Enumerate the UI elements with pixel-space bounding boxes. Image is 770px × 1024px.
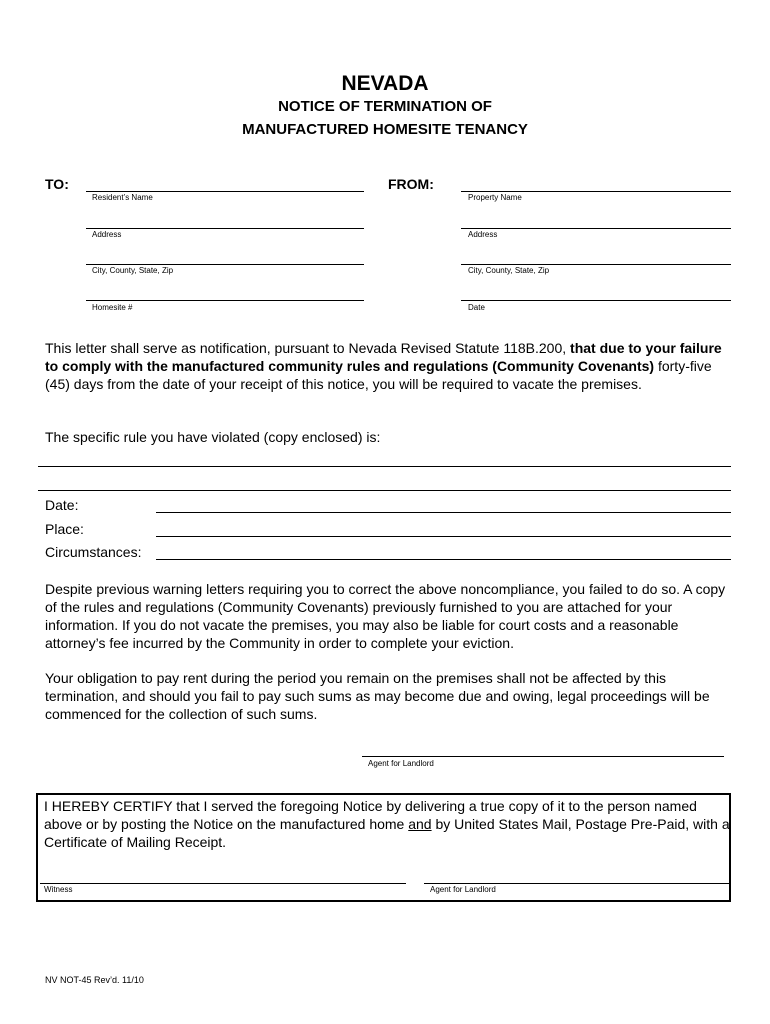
certification-text-a: I HEREBY CERTIFY that I served the foregoing Notice by delivering a true copy of it to the person named above or by posting the Notice on the manufactured home [44,798,697,832]
witness-signature-line[interactable] [40,883,406,884]
document-subtitle-line1: NOTICE OF TERMINATION OF [278,98,492,115]
homesite-caption: Homesite # [92,303,133,312]
notice-date-line[interactable] [461,300,731,301]
rule-prompt: The specific rule you have violated (copy enclosed) is: [45,429,381,445]
place-line[interactable] [156,536,731,537]
resident-name-caption: Resident’s Name [92,193,153,202]
document-subtitle-line2: MANUFACTURED HOMESITE TENANCY [242,121,528,138]
cert-agent-signature-line[interactable] [424,883,729,884]
agent-signature-line[interactable] [362,756,724,757]
form-revision-footer: NV NOT-45 Rev’d. 11/10 [45,975,144,985]
notice-date-caption: Date [468,303,485,312]
certification-text-b: by United States Mail, Postage Pre-Paid, with a Certificate of Mailing Receipt. [44,816,730,850]
certification-text-and: and [408,816,432,832]
to-label: TO: [45,176,69,192]
circumstances-line[interactable] [156,559,731,560]
circumstances-label: Circumstances: [45,544,142,560]
property-address-caption: Address [468,230,498,239]
property-name-caption: Property Name [468,193,522,202]
cert-agent-caption: Agent for Landlord [430,885,496,894]
resident-city-line[interactable] [86,264,364,265]
property-name-line[interactable] [461,191,731,192]
property-city-line[interactable] [461,264,731,265]
rent-obligation-paragraph: Your obligation to pay rent during the period you remain on the premises shall not be affected by this termination, and should you fail to pay such sums as may become due and owing, legal proceedings will be commenced for the collection of such sums. [45,670,710,722]
notification-paragraph [45,339,735,393]
homesite-line[interactable] [86,300,364,301]
property-address-line[interactable] [461,228,731,229]
resident-city-caption: City, County, State, Zip [92,266,174,275]
certification-text [44,797,734,851]
rule-line-2[interactable] [38,490,731,491]
rule-line-1[interactable] [38,466,731,467]
resident-name-line[interactable] [86,191,364,192]
resident-address-line[interactable] [86,228,364,229]
document-title: NEVADA [341,72,429,95]
date-label: Date: [45,497,79,513]
from-label: FROM: [388,176,434,192]
notification-text-c: forty-five (45) days from the date of your receipt of this notice, you will be required to vacate the premises. [45,358,712,392]
property-city-caption: City, County, State, Zip [468,266,550,275]
date-line[interactable] [156,512,731,513]
notification-text-bold: that due to your failure to comply with the manufactured community rules and regulations (Community Covenants) [45,340,722,374]
resident-address-caption: Address [92,230,122,239]
witness-caption: Witness [44,885,73,894]
notification-text-a: This letter shall serve as notification, pursuant to Nevada Revised Statute 118B.200, [45,340,571,356]
place-label: Place: [45,521,84,537]
noncompliance-paragraph: Despite previous warning letters requiring you to correct the above noncompliance, you failed to do so. A copy of the rules and regulations (Community Covenants) previously furnished to you are attached for your information. If you do not vacate the premises, you may also be liable for court costs and a reasonable attorney’s fee incurred by the Community in order to complete your eviction. [45,581,726,651]
agent-signature-caption: Agent for Landlord [368,759,434,768]
